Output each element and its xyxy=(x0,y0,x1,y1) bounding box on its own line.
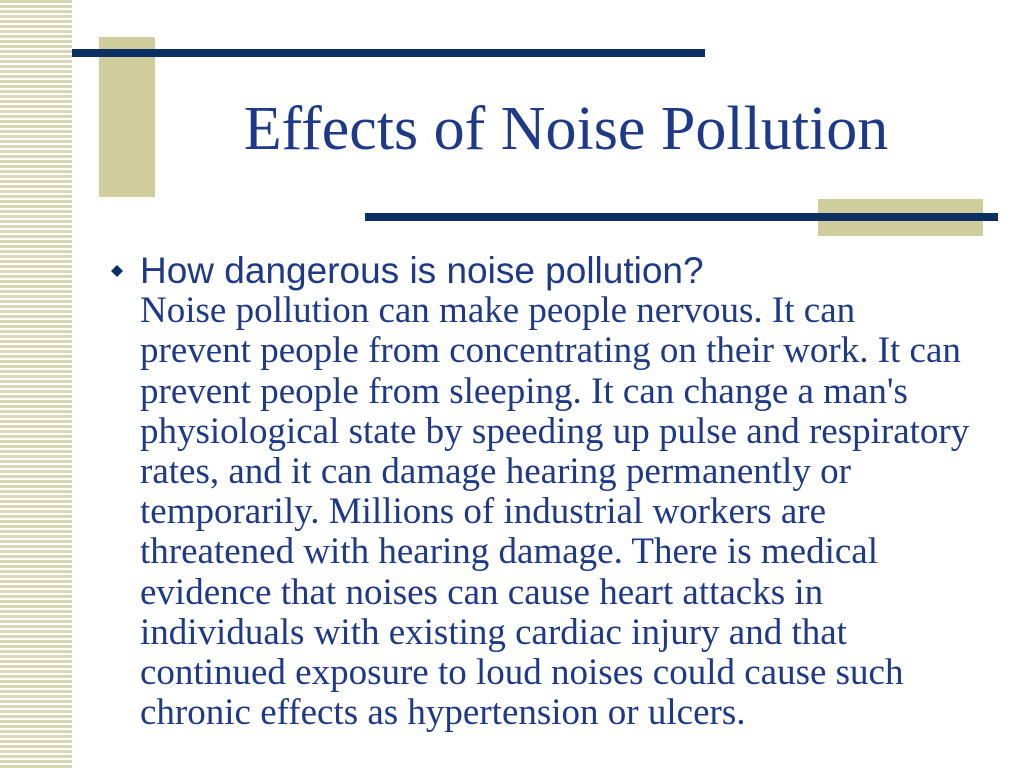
body-line: temporarily. Millions of industrial workers are xyxy=(140,491,827,533)
left-stripe-band xyxy=(0,0,72,768)
body-line: prevent people from sleeping. It can change a man's xyxy=(140,370,908,412)
bullet-item xyxy=(140,251,969,733)
body-line: continued exposure to loud noises could cause such xyxy=(140,652,904,694)
diamond-bullet-icon xyxy=(111,265,123,277)
body-line: individuals with existing cardiac injury and that xyxy=(140,611,847,653)
body-line: physiological state by speeding up pulse and respiratory xyxy=(140,410,970,452)
body-line: prevent people from concentrating on their work. It can xyxy=(140,330,961,372)
body-line: threatened with hearing damage. There is medical xyxy=(140,531,878,573)
bullet-heading: How dangerous is noise pollution? xyxy=(140,250,704,291)
slide-title: Effects of Noise Pollution xyxy=(243,95,889,163)
body-line: evidence that noises can cause heart attacks in xyxy=(140,571,824,613)
title-rule-top xyxy=(72,49,705,57)
body-line: chronic effects as hypertension or ulcers. xyxy=(140,692,746,734)
title-rule-bottom xyxy=(365,213,998,221)
body-line: rates, and it can damage hearing permanently or xyxy=(140,451,851,493)
body-line: Noise pollution can make people nervous. It can xyxy=(140,290,856,332)
